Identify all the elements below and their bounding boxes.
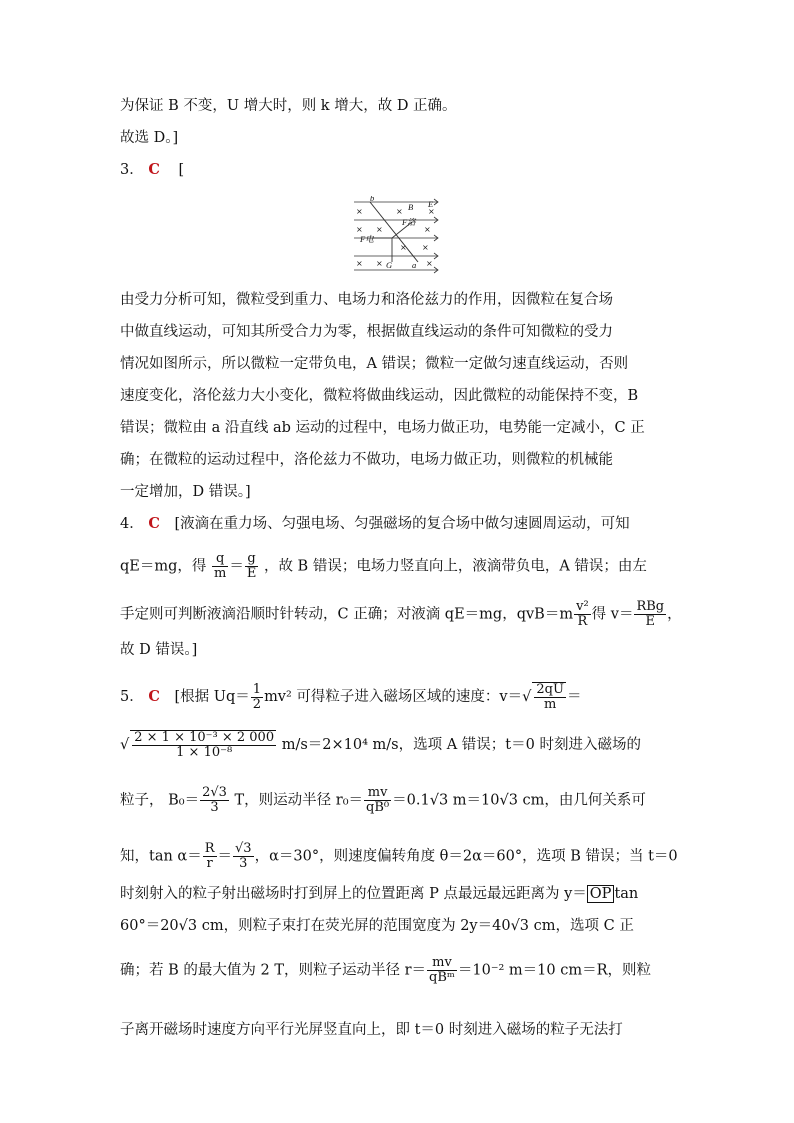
text-line: [120, 956, 680, 985]
text-span: ＝: [566, 689, 582, 705]
text-line: 一定增加，D 错误。]: [120, 484, 251, 500]
fraction: $\frac{mv}{\text{qBᵐ}}$: [429, 955, 455, 985]
fraction: $\frac{q}{m}$: [214, 551, 227, 581]
label-F-dian: F电: [360, 234, 374, 244]
question-number: 4．: [120, 516, 144, 532]
text-line: 子离开磁场时速度方向平行光屏竖直向上，即 t＝0 时刻进入磁场的粒子无法打: [120, 1022, 623, 1038]
field-cross: ×: [376, 225, 383, 234]
text-line: [120, 786, 680, 815]
boxed-segment: OP: [587, 885, 615, 903]
text-span: qE＝mg，得: [120, 558, 207, 575]
fraction: $\frac{R}{r}$: [204, 841, 215, 871]
field-cross: ×: [356, 259, 363, 268]
text-span: [液滴在重力场、匀强电场、匀强磁场的复合场中做匀速圆周运动，可知: [174, 516, 630, 532]
fraction: $\frac{√3}{3}$: [235, 841, 252, 871]
answer-letter: C: [148, 688, 160, 705]
text-line: 错误；微粒由 a 沿直线 ab 运动的过程中，电场力做正功，电势能一定减小，C 正: [120, 420, 645, 436]
sqrt-fraction: $\frac{\text{2 × 1 × 10⁻³ × 2 000}}{\text{1 × 10⁻⁸}}$: [130, 730, 276, 760]
label-B: B: [408, 202, 414, 212]
text-line: [120, 842, 680, 871]
label-F-luo: F洛: [402, 217, 416, 227]
text-line: 故选 D。]: [120, 130, 179, 146]
text-span: m/s＝2×10⁴ m/s，选项 A 错误；t＝0 时刻进入磁场的: [281, 737, 641, 753]
text-line: √ $\frac{\text{2 × 1 × 10⁻³ × 2 000}}{\text{1 × 10⁻⁸}}$ m/s＝2×10⁴ m/s，选项 A 错误；t＝0 时刻进入磁场的: [120, 730, 641, 760]
label-E: E: [428, 199, 434, 209]
question-number: 5．: [120, 689, 144, 705]
sqrt-fraction: $\frac{2qU}{m}$: [532, 682, 566, 712]
text-line: 中做直线运动，可知其所受合力为零，根据做直线运动的条件可知微粒的受力: [120, 324, 613, 340]
fraction: $\frac{\text{RBg}}{E}$: [636, 599, 665, 629]
text-line: 情况如图所示，所以微粒一定带负电，A 错误；微粒一定做匀速直线运动，否则: [120, 356, 629, 372]
text-span: 确；若 B 的最大值为 2 T，则粒子运动半径 r＝: [120, 962, 427, 979]
text-span: 时刻射入的粒子射出磁场时打到屏上的位置距离 P 点最远最远距离为 y＝: [120, 886, 587, 902]
field-cross: ×: [356, 207, 363, 216]
field-cross: ×: [422, 243, 429, 252]
text-span: ＝: [217, 848, 233, 865]
fraction: $\frac{\text{v²}}{R}$: [576, 599, 589, 629]
text-span: 手定则可判断液滴沿顺时针转动，C 正确；对液滴 qE＝mg，qvB＝m: [120, 606, 574, 623]
label-G: G: [386, 260, 393, 270]
question-number: 3．: [120, 162, 144, 178]
text-span: ，α＝30°，则速度偏转角度 θ＝2α＝60°，选项 B 错误；当 t＝0: [254, 848, 678, 865]
field-cross: ×: [428, 207, 435, 216]
text-line: qE＝mg，得 $\frac{q}{m}$ ＝ $\frac{g}{E}$ ，故 B 错误；电场力竖直向上，液滴带负电，A 错误；由左: [120, 551, 647, 581]
field-cross: ×: [396, 207, 403, 216]
text-line: [120, 600, 680, 629]
text-line: 速度变化，洛伦兹力大小变化，微粒将做曲线运动，因此微粒的动能保持不变，B: [120, 388, 639, 404]
text-line: 确；在微粒的运动过程中，洛伦兹力不做功，电场力做正功，则微粒的机械能: [120, 452, 613, 468]
field-cross: ×: [376, 259, 383, 268]
text-span: 粒子， B₀＝: [120, 792, 200, 809]
bracket: [: [178, 162, 185, 178]
question-3-header: [120, 160, 680, 180]
text-line: 由受力分析可知，微粒受到重力、电场力和洛伦兹力的作用，因微粒在复合场: [120, 292, 613, 308]
text-span: ，故 B 错误；电场力竖直向上，液滴带负电，A 错误；由左: [263, 558, 647, 575]
text-span: mv² 可得粒子进入磁场区域的速度：v＝: [264, 689, 523, 705]
text-span: ＝0.1√3 m＝10√3 cm，由几何关系可: [392, 792, 646, 809]
text-span: 知，tan α＝: [120, 848, 202, 865]
text-span: ＝10⁻² m＝10 cm＝R，则粒: [457, 962, 652, 979]
label-b: b: [370, 196, 375, 203]
field-cross: ×: [356, 225, 363, 234]
text-line: 故 D 错误。]: [120, 642, 198, 658]
text-span: [根据 Uq＝: [174, 689, 250, 705]
text-line: 为保证 B 不变，U 增大时，则 k 增大，故 D 正确。: [120, 98, 457, 114]
text-span: tan: [614, 886, 639, 902]
question-4-line: [120, 514, 680, 534]
fraction: $\frac{mv}{\text{qB⁰}}$: [366, 785, 390, 815]
fraction: $\frac{g}{E}$: [246, 551, 257, 581]
fraction: $\frac{1}{2}$: [252, 681, 262, 712]
fraction: $\frac{2√3}{3}$: [202, 785, 227, 815]
answer-letter: C: [148, 515, 160, 532]
question-5-line: 5． C [根据 Uq＝ $\frac{1}{2}$ mv² 可得粒子进入磁场区域的速度：v＝√ $\frac{2qU}{m}$ ＝: [120, 681, 582, 712]
text-span: 得 v＝: [591, 606, 634, 623]
text-span: T，则运动半径 r₀＝: [234, 792, 364, 809]
label-a: a: [412, 260, 417, 270]
text-line: [120, 884, 680, 904]
field-cross: ×: [426, 259, 433, 268]
field-cross: ×: [424, 225, 431, 234]
text-span: ，: [667, 606, 682, 623]
field-cross: ×: [400, 243, 407, 252]
answer-letter: C: [148, 161, 160, 178]
text-line: 60°＝20√3 cm，则粒子束打在荧光屏的范围宽度为 2y＝40√3 cm，选项 C 正: [120, 918, 634, 934]
force-diagram: [352, 196, 442, 274]
